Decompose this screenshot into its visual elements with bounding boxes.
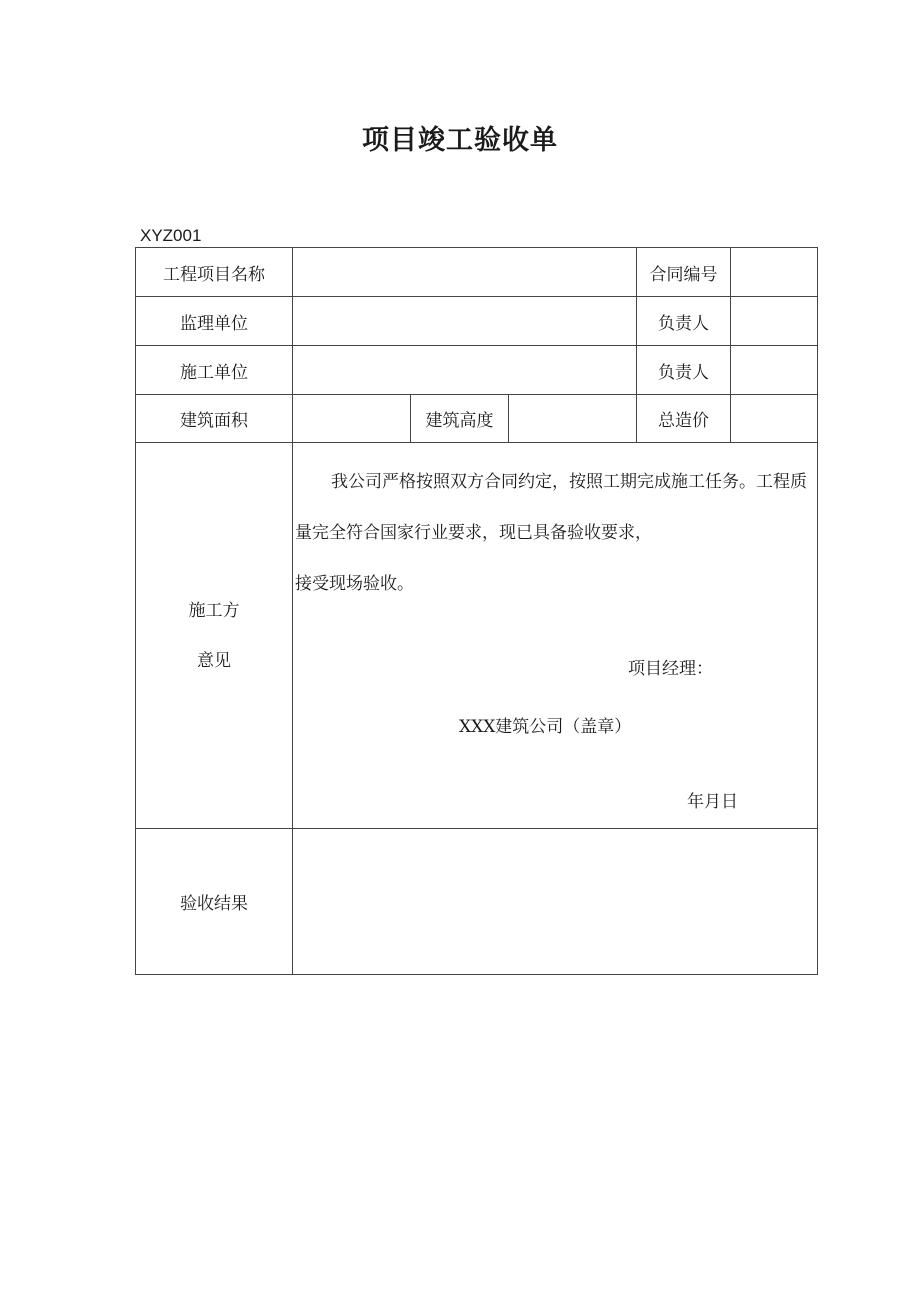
company-seal-text: XXX建筑公司（盖章）: [459, 717, 632, 737]
supervisor-person-label: 负责人: [637, 297, 731, 346]
result-label: 验收结果: [136, 829, 293, 975]
project-name-label: 工程项目名称: [136, 248, 293, 297]
height-field[interactable]: [509, 395, 637, 443]
height-label: 建筑高度: [411, 395, 509, 443]
date-label: 年月日: [687, 792, 738, 812]
contract-no-label: 合同编号: [637, 248, 731, 297]
builder-field[interactable]: [293, 346, 637, 395]
page-title: 项目竣工验收单: [362, 125, 558, 156]
cost-label: 总造价: [637, 395, 731, 443]
area-label: 建筑面积: [136, 395, 293, 443]
supervisor-field[interactable]: [293, 297, 637, 346]
acceptance-form-table: [135, 247, 818, 975]
result-field[interactable]: [293, 829, 818, 975]
cost-field[interactable]: [731, 395, 818, 443]
opinion-paragraph: 我公司严格按照双方合同约定，按照工期完成施工任务。工程质量完全符合国家行业要求，现已具备验收要求，: [295, 472, 807, 543]
row-building-specs: [136, 395, 818, 443]
supervisor-person-field[interactable]: [731, 297, 818, 346]
project-manager-label: 项目经理：: [628, 659, 713, 679]
supervisor-label: 监理单位: [136, 297, 293, 346]
builder-person-field[interactable]: [731, 346, 818, 395]
row-builder-opinion: [136, 443, 818, 829]
row-acceptance-result: [136, 829, 818, 975]
builder-person-label: 负责人: [637, 346, 731, 395]
builder-label: 施工单位: [136, 346, 293, 395]
opinion-label-line-2: 意见: [197, 650, 231, 671]
opinion-label-line-1: 施工方: [188, 600, 240, 621]
row-supervisor: [136, 297, 818, 346]
row-builder: [136, 346, 818, 395]
opinion-label: [136, 443, 293, 829]
document-number: XYZ001: [140, 226, 202, 245]
opinion-content[interactable]: [293, 443, 818, 829]
opinion-paragraph-end: 接受现场验收。: [295, 574, 414, 594]
contract-no-field[interactable]: [731, 248, 818, 297]
area-field[interactable]: [293, 395, 411, 443]
project-name-field[interactable]: [293, 248, 637, 297]
row-project-name: [136, 248, 818, 297]
